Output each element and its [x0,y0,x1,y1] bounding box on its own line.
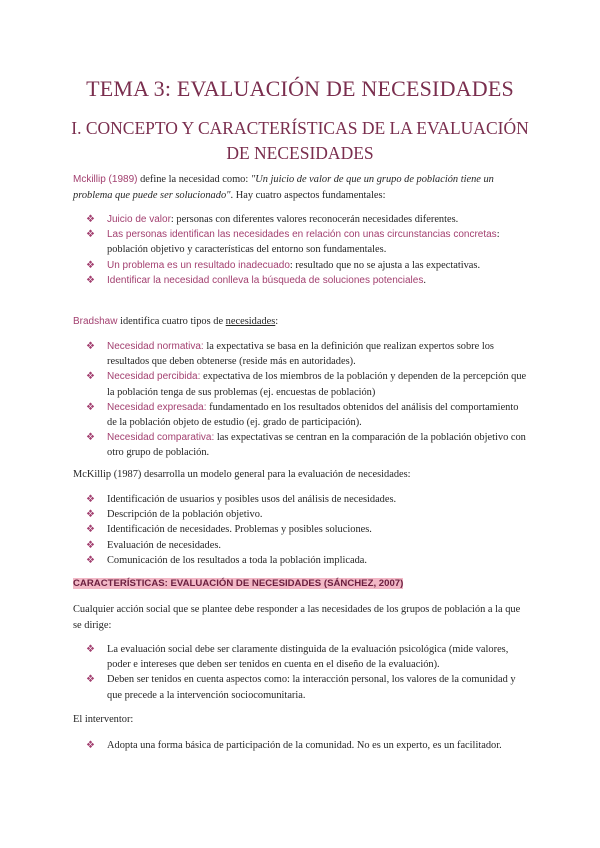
list-item [73,369,528,399]
diamond-bullet-icon: ❖ [86,214,95,225]
social-point: La evaluación social debe ser claramente distinguida de la evaluación psicológica (mide valores, poder e intereses que deben ser tenidos en cuenta en el diseño de la evaluación). [107,644,509,671]
list-item [73,507,528,522]
needs-list [73,339,528,461]
interventor-label: El interventor: [73,714,134,725]
diamond-bullet-icon: ❖ [86,524,95,536]
model-step: Identificación de usuarios y posibles usos del análisis de necesidades. [107,494,397,505]
list-item [73,227,528,257]
diamond-bullet-icon: ❖ [86,644,95,655]
need-term: Necesidad percibida: [107,371,201,383]
list-item [73,642,528,672]
characteristics-heading-line [73,576,528,592]
model-intro: McKillip (1987) desarrolla un modelo general para la evaluación de necesidades: [73,469,411,480]
diamond-bullet-icon: ❖ [86,539,95,551]
list-item [73,522,528,537]
aspect-term: Juicio de valor [107,214,171,225]
diamond-bullet-icon: ❖ [86,259,95,271]
diamond-bullet-icon: ❖ [86,371,95,383]
list-item [73,258,528,273]
diamond-bullet-icon: ❖ [86,740,95,751]
aspect-text: . [423,274,426,286]
diamond-bullet-icon: ❖ [86,494,95,505]
list-item [73,553,528,568]
list-item [73,212,528,227]
interventor-list [73,738,528,753]
interventor-point: Adopta una forma básica de participación de la comunidad. No es un experto, es un facilitador. [107,740,502,751]
bradshaw-paragraph [73,314,528,330]
diamond-bullet-icon: ❖ [86,274,95,286]
aspect-term: Un problema es un resultado inadecuado [107,259,290,271]
diamond-bullet-icon: ❖ [86,401,95,413]
list-item [73,738,528,753]
aspect-term: Identificar la necesidad conlleva la búsqueda de soluciones potenciales [107,274,424,286]
diamond-bullet-icon: ❖ [86,509,95,521]
list-item [73,538,528,553]
aspect-text: : personas con diferentes valores reconocerán necesidades diferentes. [170,214,459,225]
need-text: la expectativa se basa en la definición que realizan expertos sobre los resultados que deben obtenerse (reside más en autoridades). [107,341,494,368]
bradshaw-lead: identifica cuatro tipos de [117,316,226,327]
need-text: fundamentado en los resultados obtenidos del análisis del comportamiento de la población objeto de estudio (ej. grado de participación). [107,401,519,429]
list-item [73,339,528,369]
list-item [73,672,528,702]
intro-tail: . Hay cuatro aspectos fundamentales: [230,189,386,201]
social-points-list [73,642,528,703]
bradshaw-tail: : [275,316,279,327]
diamond-bullet-icon: ❖ [86,554,95,566]
intro-lead: define la necesidad como: [137,174,251,185]
model-steps-list [73,492,528,568]
need-text: expectativa de los miembros de la población y dependen de la percepción que la población tenga de sus problemas (ej. encuestas de población) [107,371,527,398]
diamond-bullet-icon: ❖ [86,229,95,241]
section-title: I. CONCEPTO Y CARACTERÍSTICAS DE LA EVALUACIÓN DE NECESIDADES [71,118,529,163]
bradshaw-underlined: necesidades [225,316,276,327]
diamond-bullet-icon: ❖ [86,432,95,444]
intro-quote: "Un juicio de valor de que un grupo de población tiene un problema que puede ser solucionado" [73,174,494,201]
intro-paragraph [73,172,528,203]
aspects-list [73,212,528,288]
characteristics-heading: CARACTERÍSTICAS: EVALUACIÓN DE NECESIDADES (SÁNCHEZ, 2007) [73,578,404,589]
social-point: Deben ser tenidos en cuenta aspectos como: la interacción personal, los valores de la comunidad y que precede a la intervención sociocomunitaria. [107,674,516,701]
list-item [73,430,528,460]
diamond-bullet-icon: ❖ [86,674,95,686]
model-step: Comunicación de los resultados a toda la población implicada. [107,554,367,566]
bradshaw-author: Bradshaw [73,316,118,327]
list-item [73,273,528,288]
aspect-term: Las personas identifican las necesidades en relación con unas circunstancias concretas [107,229,497,241]
aspect-text: : población objetivo y características del entorno son fundamentales. [107,229,500,256]
social-action-paragraph: Cualquier acción social que se plantee debe responder a las necesidades de los grupos de población a la que se dirige: [73,604,521,631]
list-item [73,400,528,430]
aspect-text: : resultado que no se ajusta a las expectativas. [289,259,481,271]
intro-author: Mckillip (1989) [73,174,138,185]
diamond-bullet-icon: ❖ [86,341,95,352]
model-step: Descripción de la población objetivo. [107,509,263,521]
need-term: Necesidad expresada: [107,401,207,413]
model-step: Identificación de necesidades. Problemas y posibles soluciones. [107,524,372,536]
need-term: Necesidad normativa: [107,341,204,352]
need-text: las expectativas se centran en la comparación de la población objetivo con otro grupo de población. [107,432,526,459]
model-step: Evaluación de necesidades. [107,539,221,551]
need-term: Necesidad comparativa: [107,432,215,444]
list-item [73,492,528,507]
page-title: TEMA 3: EVALUACIÓN DE NECESIDADES [86,76,514,101]
